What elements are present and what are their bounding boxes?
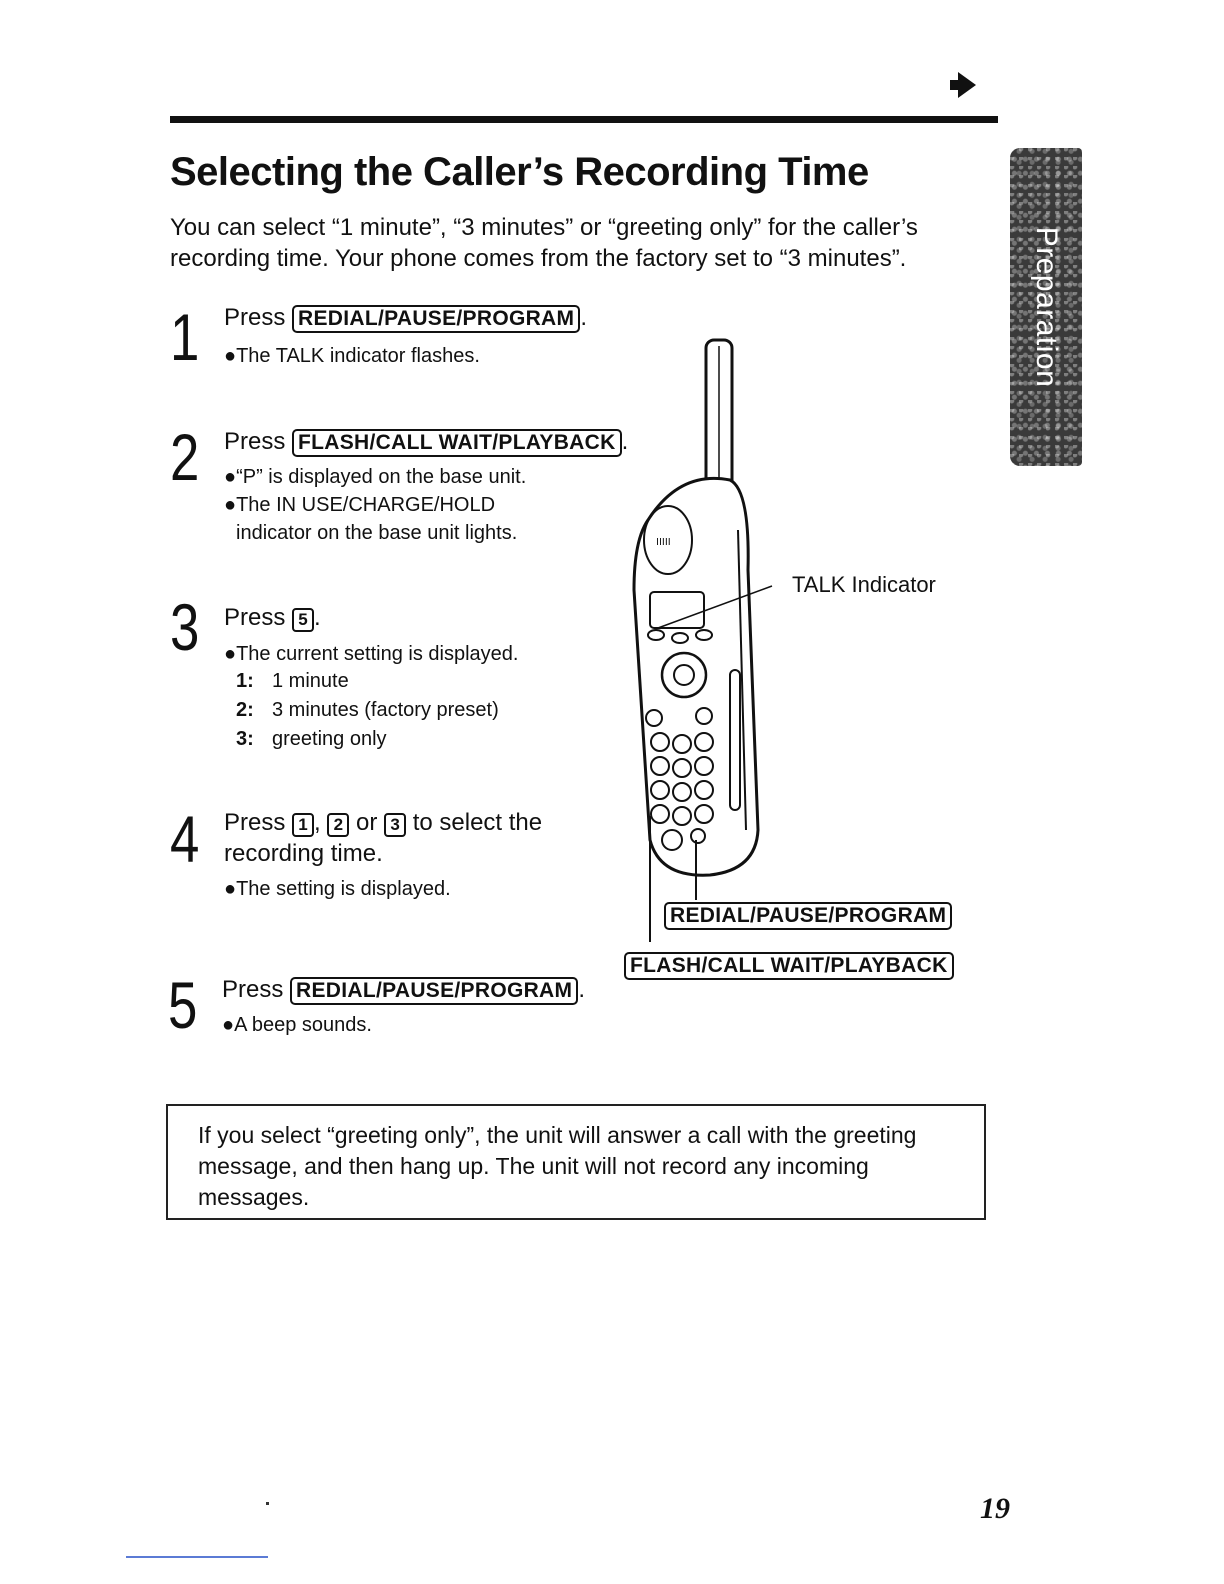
option-item [236, 699, 499, 722]
step-text: Press [224, 428, 293, 455]
option-text: greeting only [272, 728, 387, 750]
step-bullet: ●The IN USE/CHARGE/HOLD [224, 494, 496, 516]
step-text: Press [224, 809, 293, 836]
display-window [650, 592, 704, 628]
note-text: If you select “greeting only”, the unit will answer a call with the greeting message, and then hang up. The unit will not record any incoming messages. [198, 1122, 917, 1210]
note-box [166, 1104, 986, 1220]
step-text: . [621, 428, 629, 455]
option-item [236, 728, 387, 751]
step-instruction-line2: recording time. [224, 840, 383, 867]
option-code: 2: [236, 699, 254, 721]
section-tab [1010, 148, 1082, 466]
step-number: 5 [168, 968, 198, 1042]
handset-illustration [620, 330, 780, 950]
step-number: 3 [170, 590, 200, 664]
option-item [236, 670, 349, 693]
header-rule [170, 116, 998, 123]
step-text: Press [224, 604, 293, 631]
step-instruction [224, 604, 321, 632]
step-text: . [314, 604, 321, 631]
key-3: 3 [384, 813, 406, 837]
key-5: 5 [292, 608, 314, 632]
option-text: 3 minutes (factory preset) [272, 699, 499, 721]
step-text: . [580, 304, 587, 331]
bottom-underline [126, 1556, 268, 1558]
step-bullet: indicator on the base unit lights. [236, 522, 518, 544]
page-title: Selecting the Caller’s Recording Time [170, 150, 869, 194]
step-number: 4 [170, 802, 200, 876]
step-instruction [224, 304, 587, 333]
flash-call-wait-playback-key: FLASH/CALL WAIT/PLAYBACK [292, 429, 622, 457]
page-number: 19 [980, 1492, 1010, 1525]
option-code: 3: [236, 728, 254, 750]
step-text: or [349, 809, 385, 836]
flash-call-wait-playback-key: FLASH/CALL WAIT/PLAYBACK [624, 952, 954, 980]
redial-key-callout [664, 902, 952, 930]
step-bullet: ●The TALK indicator flashes. [224, 345, 480, 367]
step-text: Press [222, 976, 291, 1003]
step-bullet: ●A beep sounds. [222, 1014, 372, 1036]
step-number: 2 [170, 420, 200, 494]
step-text: to select the [406, 809, 543, 836]
option-text: 1 minute [272, 670, 349, 692]
step-text: Press [224, 304, 293, 331]
flash-key-callout [624, 952, 954, 980]
step-instruction [224, 809, 542, 837]
step-bullet: ●The current setting is displayed. [224, 643, 519, 665]
step-text: , [314, 809, 328, 836]
step-number: 1 [170, 300, 200, 374]
step-text: . [578, 976, 585, 1003]
key-1: 1 [292, 813, 314, 837]
step-bullet: ●The setting is displayed. [224, 878, 451, 900]
key-2: 2 [327, 813, 349, 837]
redial-pause-program-key: REDIAL/PAUSE/PROGRAM [292, 305, 580, 333]
step-bullet: ●“P” is displayed on the base unit. [224, 466, 527, 488]
step-instruction [222, 976, 585, 1005]
step-instruction [224, 428, 628, 457]
talk-indicator-callout: TALK Indicator [792, 572, 936, 597]
print-speck [266, 1502, 269, 1505]
continue-arrow-icon [950, 70, 978, 100]
section-tab-label: Preparation [1030, 226, 1063, 388]
intro-paragraph: You can select “1 minute”, “3 minutes” or “greeting only” for the caller’s recording time. Your phone comes from the factory set to “3 minutes”. [170, 214, 918, 272]
redial-pause-program-key: REDIAL/PAUSE/PROGRAM [664, 902, 952, 930]
svg-text:IIIII: IIIII [656, 537, 671, 548]
option-code: 1: [236, 670, 254, 692]
redial-pause-program-key: REDIAL/PAUSE/PROGRAM [290, 977, 578, 1005]
